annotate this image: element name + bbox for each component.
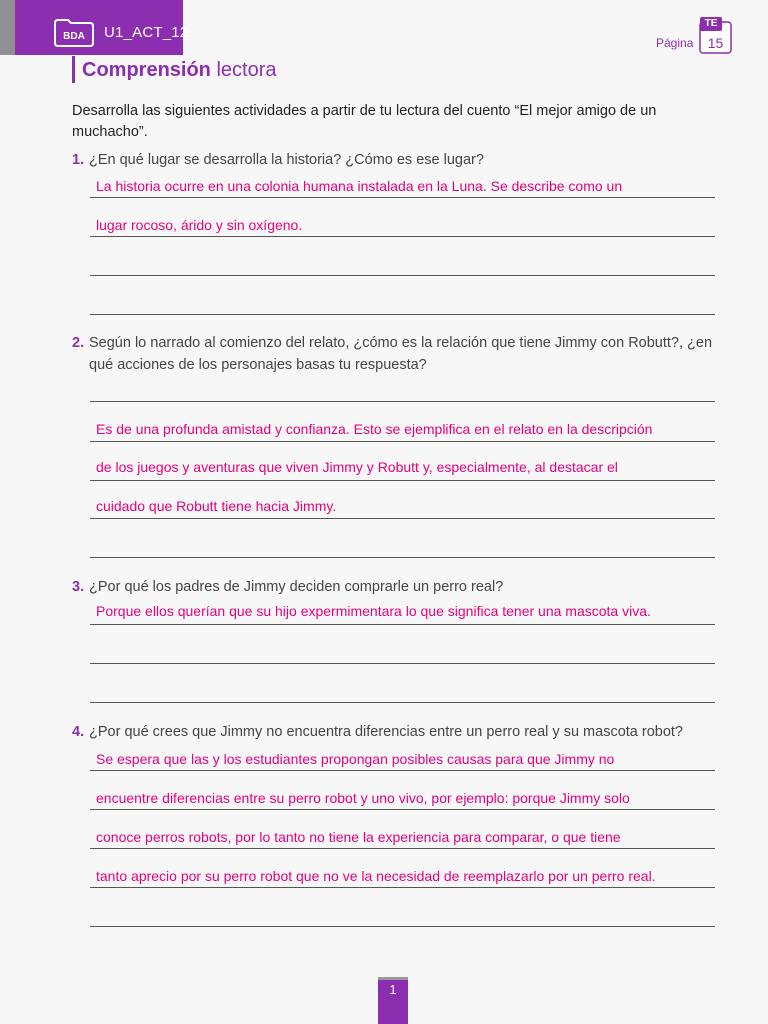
title-bold: Comprensión [82,59,211,81]
question-4 [72,721,732,743]
bda-folder-icon [53,17,95,47]
question-2 [72,332,732,373]
answer-line[interactable] [90,702,715,703]
answer-line-text: cuidado que Robutt tiene hacia Jimmy. [96,498,337,514]
answer-line-text: conoce perros robots, por lo tanto no tiene la experiencia para comparar, o que tiene [96,829,621,845]
page-label: Página [656,36,694,50]
question-text: ¿Por qué los padres de Jimmy deciden comprarle un perro real? [89,579,504,595]
answer-line-text: Es de una profunda amistad y confianza. Esto se ejemplifica en el relato en la descripción [96,421,653,437]
activity-code: U1_ACT_12 [104,24,189,41]
page-number: 15 [707,35,724,51]
header-grey-strip [0,0,15,55]
answer-line[interactable] [90,314,715,315]
question-text: ¿En qué lugar se desarrolla la historia? ¿Cómo es ese lugar? [89,152,484,168]
answer-line-text: La historia ocurre en una colonia humana instalada en la Luna. Se describe como un [96,178,623,194]
answer-line[interactable] [90,236,715,237]
answer-line[interactable] [90,624,715,625]
answer-line[interactable] [90,663,715,664]
answer-line[interactable] [90,518,715,519]
answer-line[interactable] [90,809,715,810]
question-number: 4. [72,724,85,740]
title-rule [72,56,75,83]
page-title [82,59,277,82]
answer-line[interactable] [90,557,715,558]
answer-line-text: de los juegos y aventuras que viven Jimmy y Robutt y, especialmente, al destacar el [96,459,618,475]
question-text: ¿Por qué crees que Jimmy no encuentra diferencias entre un perro real y su mascota robot? [89,724,683,740]
answer-line[interactable] [90,926,715,927]
answer-line[interactable] [90,848,715,849]
answer-line-text: Se espera que las y los estudiantes propongan posibles causas para que Jimmy no [96,751,615,767]
footer-tab-edge [378,977,408,980]
instructions: Desarrolla las siguientes actividades a partir de tu lectura del cuento “El mejor amigo de un muchacho”. [72,103,657,140]
answer-line[interactable] [90,275,715,276]
question-number: 2. [72,335,85,351]
question-number: 3. [72,579,85,595]
bda-badge-text: BDA [63,31,85,42]
answer-line[interactable] [90,197,715,198]
question-text: Según lo narrado al comienzo del relato, ¿cómo es la relación que tiene Jimmy con Robutt?, ¿en qué acciones de los personajes basas tu respuesta? [89,335,713,373]
answer-line[interactable] [90,770,715,771]
question-1 [72,149,732,171]
te-badge: TE [704,18,718,29]
answer-line-text: tanto aprecio por su perro robot que no ve la necesidad de reemplazarlo por un perro real. [96,868,656,884]
answer-line[interactable] [90,401,715,402]
answer-line-text: Porque ellos querían que su hijo expermimentara lo que significa tener una mascota viva. [96,603,651,619]
footer-page-number: 1 [389,982,397,997]
answer-line-text: lugar rocoso, árido y sin oxígeno. [96,217,303,233]
title-light: lectora [216,59,277,81]
question-3 [72,576,732,598]
answer-line[interactable] [90,480,715,481]
question-number: 1. [72,152,85,168]
answer-line-text: encuentre diferencias entre su perro robot y uno vivo, por ejemplo: porque Jimmy solo [96,790,630,806]
answer-line[interactable] [90,441,715,442]
answer-line[interactable] [90,887,715,888]
